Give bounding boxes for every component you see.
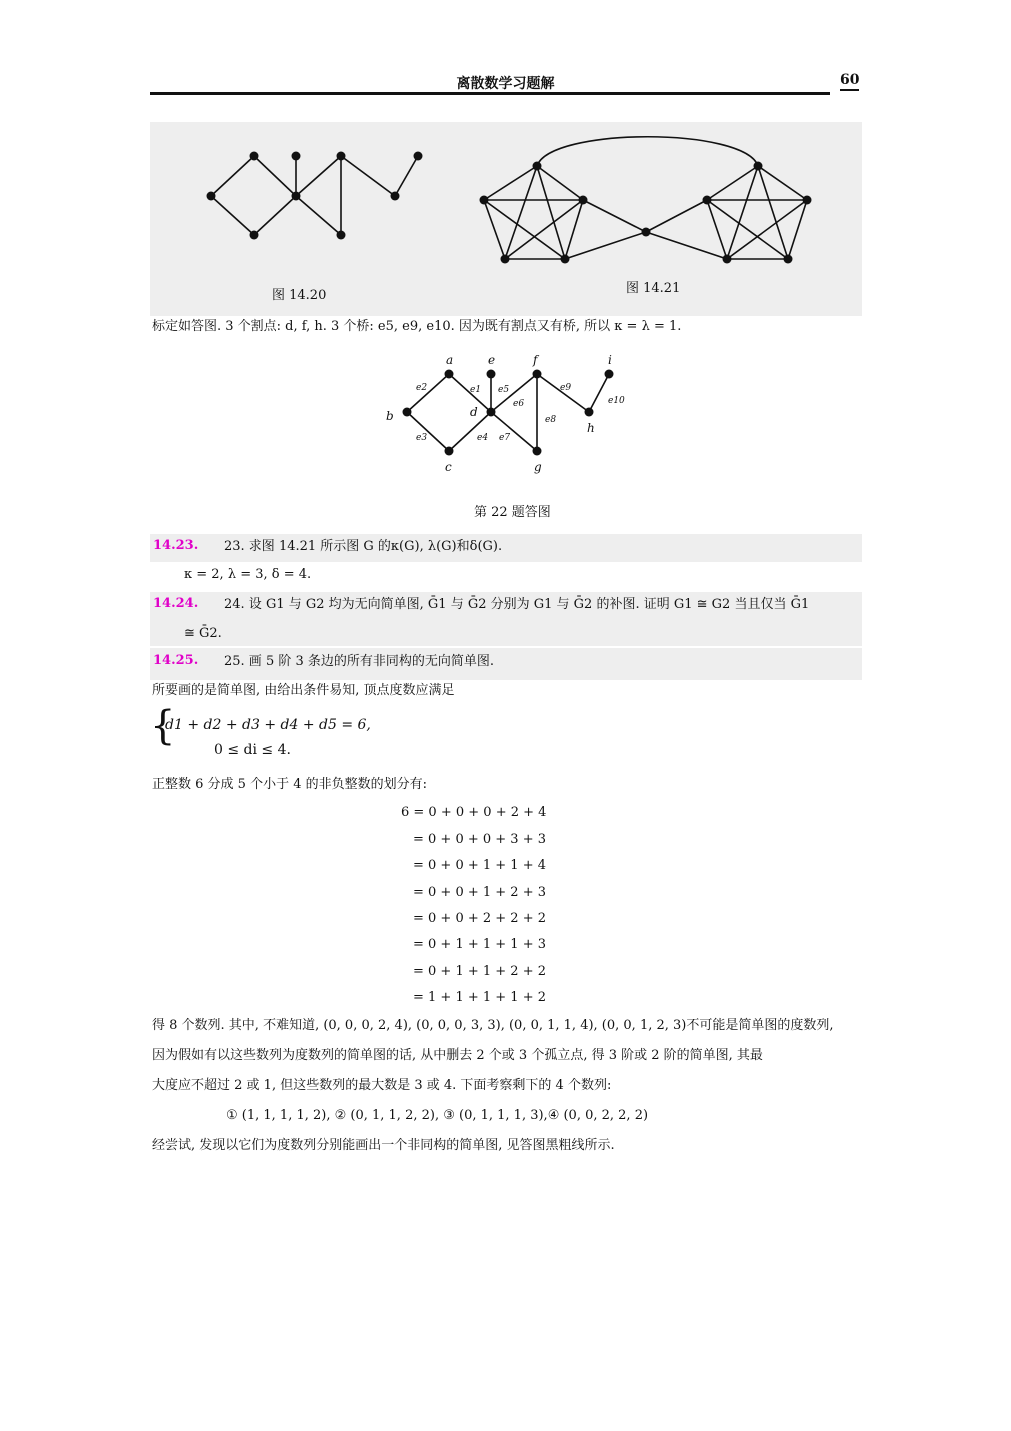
partition-line: = 0 + 1 + 1 + 1 + 3 (413, 937, 547, 952)
q25-intro: 所要画的是简单图, 由给出条件易知, 顶点度数应满足 (152, 683, 455, 698)
answer-22-text: 标定如答图. 3 个割点: d, f, h. 3 个桥: e5, e9, e10. 因为既有割点又有桥, 所以 κ = λ = 1. (152, 319, 682, 334)
remaining-sequences: ① (1, 1, 1, 1, 2), ② (0, 1, 1, 2, 2), ③ (0, 1, 1, 1, 3),④ (0, 0, 2, 2, 2) (226, 1108, 649, 1123)
figure-14-21-graph (150, 122, 862, 316)
question-23-number: 14.23. (153, 538, 199, 553)
partition-line: = 1 + 1 + 1 + 1 + 2 (413, 990, 547, 1005)
edge-label-e5: e5 (498, 385, 510, 395)
edge-label-e10: e10 (608, 396, 625, 406)
answer-figure-caption: 第 22 题答图 (474, 505, 551, 520)
question-23-text: 23. 求图 14.21 所示图 G 的κ(G), λ(G)和δ(G). (224, 539, 503, 554)
system-brace: { (150, 703, 176, 749)
edge-label-e3: e3 (416, 433, 428, 443)
edge-label-e4: e4 (477, 433, 489, 443)
answer-22-graph (370, 350, 650, 480)
question-23-answer: κ = 2, λ = 3, δ = 4. (184, 567, 312, 582)
node-label-f: f (533, 353, 538, 367)
question-24-number: 14.24. (153, 596, 199, 611)
node-label-e: e (488, 353, 496, 367)
figure-14-20-caption: 图 14.20 (272, 288, 327, 303)
partition-line: = 0 + 1 + 1 + 2 + 2 (413, 964, 547, 979)
node-label-a: a (446, 353, 454, 367)
partition-line: = 0 + 0 + 2 + 2 + 2 (413, 911, 547, 926)
edge-label-e9: e9 (560, 383, 572, 393)
paragraph-2: 因为假如有以这些数列为度数列的简单图的话, 从中删去 2 个或 3 个孤立点, 得 3 阶或 2 阶的简单图, 其最 (152, 1048, 763, 1063)
figure-14-21-caption: 图 14.21 (626, 281, 681, 296)
partition-line: = 0 + 0 + 0 + 3 + 3 (413, 832, 547, 847)
paragraph-3: 大度应不超过 2 或 1, 但这些数列的最大数是 3 或 4. 下面考察剩下的 4 个数列: (152, 1078, 612, 1093)
question-24-text: 24. 设 G1 与 G2 均为无向简单图, Ḡ1 与 Ḡ2 分别为 G1 与 Ḡ2 的补图. 证明 G1 ≅ G2 当且仅当 Ḡ1 (224, 597, 810, 612)
header-rule (150, 92, 830, 95)
node-label-d: d (470, 405, 478, 419)
question-25-text: 25. 画 5 阶 3 条边的所有非同构的无向简单图. (224, 654, 495, 669)
node-label-i: i (608, 353, 612, 367)
node-label-h: h (587, 421, 595, 435)
edge-label-e6: e6 (513, 399, 525, 409)
node-label-b: b (386, 409, 394, 423)
edge-label-e2: e2 (416, 383, 428, 393)
system-line-2: 0 ≤ di ≤ 4. (214, 742, 291, 758)
page-number: 60 (840, 72, 859, 91)
paragraph-1: 得 8 个数列. 其中, 不难知道, (0, 0, 0, 2, 4), (0, 0, 0, 3, 3), (0, 0, 1, 1, 4), (0, 0, 1, 2, 3)不可能是简单图的度数列, (152, 1018, 834, 1033)
edge-label-e1: e1 (470, 385, 482, 395)
question-24-text-cont: ≅ Ḡ2. (184, 626, 222, 641)
edge-label-e8: e8 (545, 415, 557, 425)
running-title: 离散数学习题解 (456, 76, 555, 92)
partition-intro: 正整数 6 分成 5 个小于 4 的非负整数的划分有: (152, 777, 427, 792)
node-label-g: g (534, 460, 542, 474)
partition-line: 6 = 0 + 0 + 0 + 2 + 4 (401, 805, 547, 820)
conclusion: 经尝试, 发现以它们为度数列分别能画出一个非同构的简单图, 见答图黑粗线所示. (152, 1138, 615, 1153)
system-line-1: d1 + d2 + d3 + d4 + d5 = 6, (165, 717, 371, 733)
partition-line: = 0 + 0 + 1 + 1 + 4 (413, 858, 547, 873)
question-25-number: 14.25. (153, 653, 199, 668)
partition-line: = 0 + 0 + 1 + 2 + 3 (413, 885, 547, 900)
node-label-c: c (445, 460, 452, 474)
edge-label-e7: e7 (499, 433, 511, 443)
